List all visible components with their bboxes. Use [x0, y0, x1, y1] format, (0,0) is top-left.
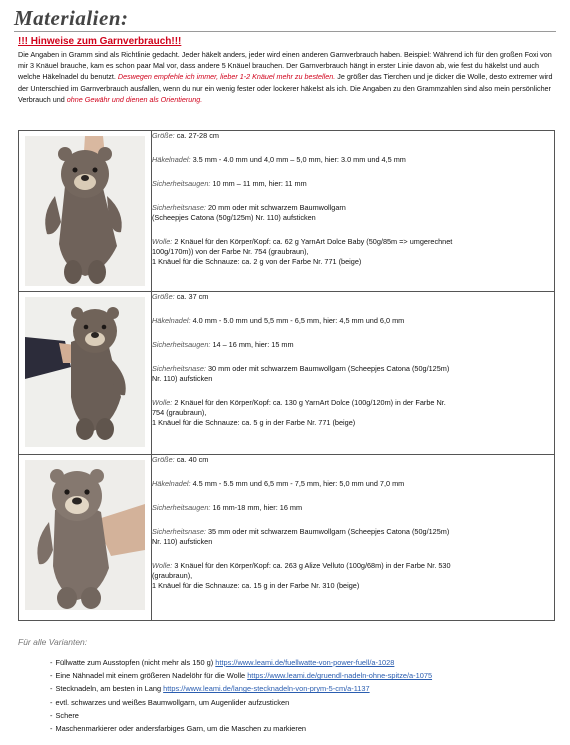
wool-line-2: (graubraun),	[152, 571, 193, 580]
nose-line-2: (Scheepjes Catona (50g/125m) Nr. 110) aufsticken	[152, 213, 316, 222]
variant-row	[19, 455, 555, 621]
page-title: Materialien:	[14, 6, 129, 30]
size-label: Größe:	[152, 455, 175, 464]
material-link[interactable]: https://www.leami.de/gruendl-nadeln-ohne-spitze/a-1075	[247, 671, 433, 681]
material-text: Schere	[55, 710, 79, 720]
eyes-label: Sicherheitsaugen:	[152, 179, 211, 188]
materials-list	[50, 656, 432, 735]
list-item: - Maschenmarkierer oder andersfarbiges Garn, um die Maschen zu markieren	[50, 724, 307, 734]
wool-line-2: 100g/170m)) von der Farbe Nr. 754 (graubraun),	[152, 247, 309, 256]
material-text: Eine Nähnadel mit einem größeren Nadelöhr für die Wolle	[55, 671, 246, 681]
all-variants-heading: Für alle Varianten:	[18, 637, 88, 647]
eyes-value: 14 – 16 mm, hier: 15 mm	[212, 340, 294, 349]
bear-photo-medium	[25, 297, 145, 447]
hook-value: 3.5 mm - 4.0 mm und 4,0 mm – 5,0 mm, hier: 3.0 mm und 4,5 mm	[192, 155, 406, 164]
title-divider	[14, 31, 556, 32]
bear-image	[25, 297, 145, 447]
material-text: evtl. schwarzes und weißes Baumwollgarn, um Augenlider aufzusticken	[55, 697, 290, 707]
hook-label: Häkelnadel:	[152, 479, 191, 488]
hook-line	[152, 316, 554, 326]
variant-photo-cell	[19, 455, 152, 621]
list-item: - Füllwatte zum Ausstopfen (nicht mehr als 150 g) https://www.leami.de/fuellwatte-von-power-fuell/a-1028	[50, 658, 395, 667]
wool-line	[152, 237, 554, 247]
eyes-label: Sicherheitsaugen:	[152, 340, 211, 349]
list-item: - Stecknadeln, am besten in Lang https://www.leami.de/lange-stecknadeln-von-prym-5-cm/a-1137	[50, 684, 370, 694]
list-item: - Schere	[50, 710, 79, 720]
wool-line	[152, 398, 554, 408]
wool-line-3: 1 Knäuel für die Schnauze: ca. 2 g von der Farbe Nr. 771 (beige)	[152, 257, 362, 266]
intro-warning-1: Deswegen empfehle ich immer, lieber 1-2 Knäuel mehr zu bestellen.	[117, 72, 336, 82]
material-text: Stecknadeln, am besten in Lang	[55, 684, 162, 694]
material-text: Maschenmarkierer oder andersfarbiges Garn, um die Maschen zu markieren	[55, 724, 307, 734]
wool-value: 2 Knäuel für den Körper/Kopf: ca. 130 g YarnArt Dolce (100g/120m) in der Farbe Nr.	[174, 398, 446, 407]
variant-row	[19, 292, 555, 455]
wool-value: 3 Knäuel für den Körper/Kopf: ca. 263 g Alize Velluto (100g/68m) in der Farbe Nr. 530	[174, 561, 451, 570]
wool-line-3: 1 Knäuel für die Schnauze: ca. 5 g in der Farbe Nr. 771 (beige)	[152, 418, 356, 427]
eyes-line	[152, 179, 554, 189]
material-text: Füllwatte zum Ausstopfen (nicht mehr als 150 g)	[55, 658, 214, 667]
material-link[interactable]: https://www.leami.de/fuellwatte-von-power-fuell/a-1028	[215, 658, 395, 667]
size-line	[152, 131, 554, 141]
intro-text-1: Die Angaben in Gramm sind als Richtlinie gedacht. Jeder häkelt anders, jeder wird einen anderen Garnverbrauch haben. Beispiel: Während ich für den großen Foxi von mir 3 Knäuel brauche, kam es schon paar Mal vor, dass andere 5 Knäuel brauchen. Der Garnverbrauch hängt in erster Linie davon ab, wie fest du häkelst und auch welche Häkelnadel du benutzt.	[18, 50, 552, 82]
hook-value: 4.5 mm - 5.5 mm und 6,5 mm - 7,5 mm, hier: 5,0 mm und 7,0 mm	[192, 479, 405, 488]
size-line	[152, 292, 554, 302]
size-value: ca. 27-28 cm	[176, 131, 219, 140]
eyes-line	[152, 503, 554, 513]
bear-photo-small	[25, 136, 145, 286]
wool-label: Wolle:	[152, 561, 173, 570]
variant-info-cell	[152, 131, 555, 292]
nose-label: Sicherheitsnase:	[152, 527, 206, 536]
hook-value: 4.0 mm - 5.0 mm und 5,5 mm - 6,5 mm, hier: 4,5 mm und 6,0 mm	[192, 316, 405, 325]
bear-image	[25, 136, 145, 286]
size-line	[152, 455, 554, 465]
variant-photo-cell	[19, 292, 152, 455]
nose-line-2: Nr. 110) aufsticken	[152, 537, 213, 546]
size-label: Größe:	[152, 292, 175, 301]
intro-paragraph	[18, 49, 558, 105]
nose-label: Sicherheitsnase:	[152, 203, 206, 212]
wool-line-2: 754 (graubraun),	[152, 408, 207, 417]
nose-line	[152, 364, 554, 374]
nose-line-2: Nr. 110) aufsticken	[152, 374, 213, 383]
wool-line-3: 1 Knäuel für die Schnauze: ca. 15 g in der Farbe Nr. 310 (beige)	[152, 581, 360, 590]
intro-text-2: Je größer das Tierchen und je dicker die Wolle, desto extremer wird der Unterschied im Garnverbrauch ausfallen, wenn du nur ein wenig fester oder lockerer häkelst als ich. Die Angaben zu den Grammzahlen sind also mein persönlicher Verbrauch und	[18, 72, 553, 104]
eyes-value: 10 mm – 11 mm, hier: 11 mm	[212, 179, 307, 188]
nose-label: Sicherheitsnase:	[152, 364, 206, 373]
list-item: - Eine Nähnadel mit einem größeren Nadelöhr für die Wolle https://www.leami.de/gruendl-nadeln-ohne-spitze/a-1075	[50, 671, 433, 681]
wool-label: Wolle:	[152, 237, 173, 246]
variant-row	[19, 131, 555, 292]
intro-warning-2: ohne Gewähr und dienen als Orientierung.	[66, 94, 203, 104]
eyes-label: Sicherheitsaugen:	[152, 503, 211, 512]
size-value: ca. 37 cm	[176, 292, 209, 301]
hook-label: Häkelnadel:	[152, 155, 191, 164]
eyes-value: 16 mm-18 mm, hier: 16 mm	[212, 503, 303, 512]
variant-info-cell	[152, 455, 555, 621]
variant-info-cell	[152, 292, 555, 455]
hook-label: Häkelnadel:	[152, 316, 191, 325]
variant-photo-cell	[19, 131, 152, 292]
bear-photo-large	[25, 460, 145, 610]
wool-value: 2 Knäuel für den Körper/Kopf: ca. 62 g YarnArt Dolce Baby (50g/85m => umgerechnet	[174, 237, 453, 246]
nose-line	[152, 203, 554, 213]
size-label: Größe:	[152, 131, 175, 140]
nose-value: 35 mm oder mit schwarzem Baumwollgarn (Scheepjes Catona (50g/125m)	[207, 527, 450, 536]
nose-line	[152, 527, 554, 537]
bear-image	[25, 460, 145, 610]
material-link[interactable]: https://www.leami.de/lange-stecknadeln-von-prym-5-cm/a-1137	[163, 684, 370, 694]
wool-line	[152, 561, 554, 571]
nose-value: 20 mm oder mit schwarzem Baumwollgarn	[207, 203, 346, 212]
nose-value: 30 mm oder mit schwarzem Baumwollgarn (Scheepjes Catona (50g/125m)	[207, 364, 450, 373]
wool-label: Wolle:	[152, 398, 173, 407]
warning-heading: !!! Hinweise zum Garnverbrauch!!!	[18, 36, 182, 47]
variants-table	[18, 130, 555, 621]
eyes-line	[152, 340, 554, 350]
list-item: - evtl. schwarzes und weißes Baumwollgarn, um Augenlider aufzusticken	[50, 697, 290, 707]
hook-line	[152, 479, 554, 489]
size-value: ca. 40 cm	[176, 455, 209, 464]
hook-line	[152, 155, 554, 165]
